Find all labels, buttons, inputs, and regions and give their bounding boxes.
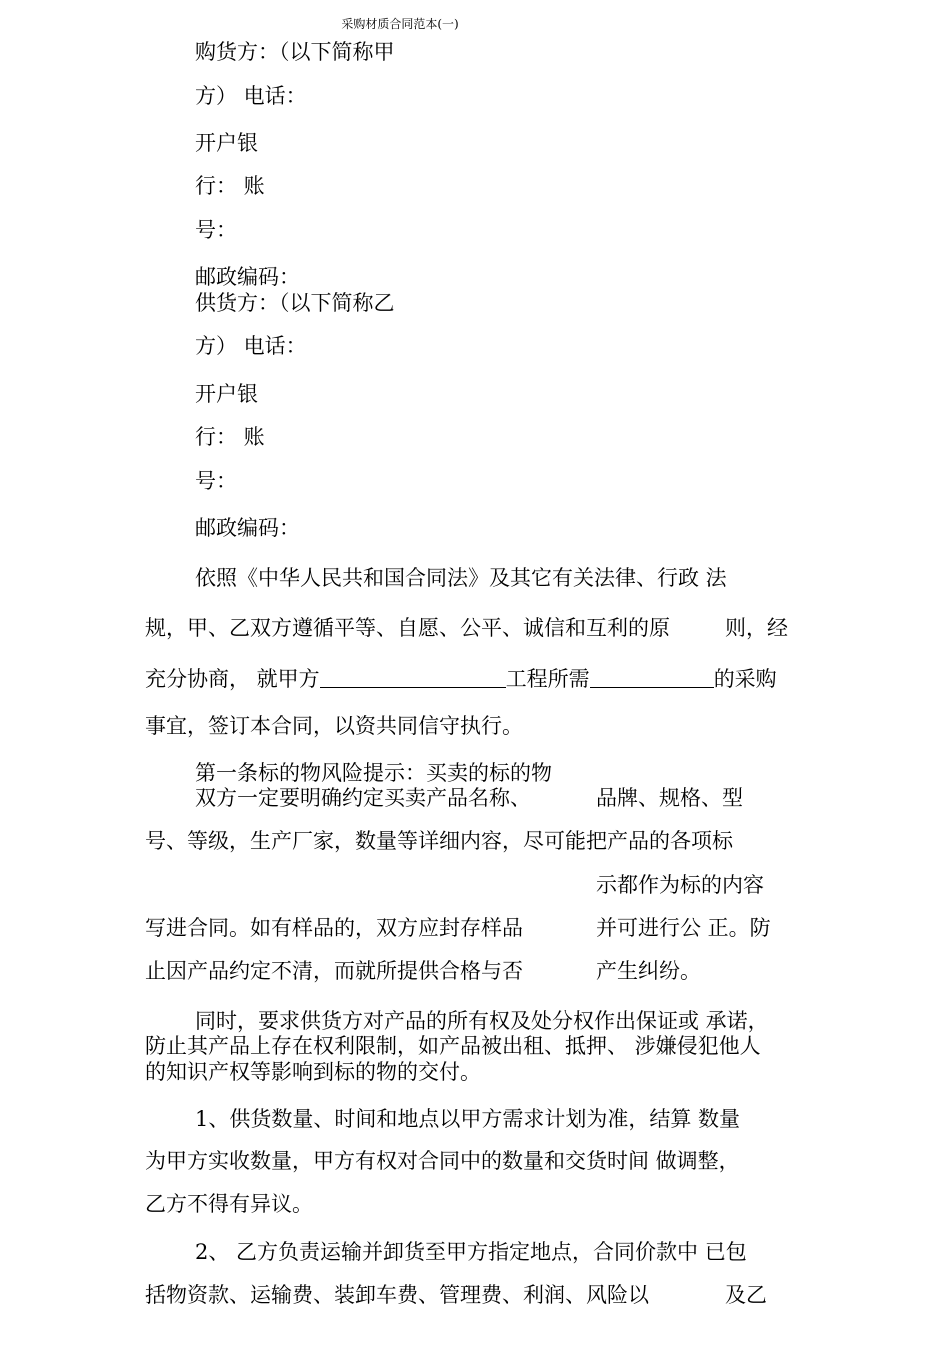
- page-header: 采购材质合同范本(一): [341, 17, 459, 31]
- clause2-line1: 2、 乙方负责运输并卸货至甲方指定地点，合同价款中 已包: [195, 1240, 747, 1264]
- clause1-line3: 乙方不得有异议。: [145, 1192, 313, 1216]
- preamble-line3b: 工程所需: [505, 667, 590, 691]
- seller-bank-line3: 号：: [195, 469, 237, 493]
- project-name-blank: [320, 667, 506, 688]
- seller-bank-line2: 行： 账: [195, 425, 265, 449]
- ownership-line2: 防止其产品上存在权利限制，如产品被出租、抵押、 涉嫌侵犯他人: [145, 1034, 761, 1058]
- clause1-line1: 1、供货数量、时间和地点以甲方需求计划为准，结算 数量: [195, 1107, 741, 1131]
- buyer-postal: 邮政编码：: [195, 265, 300, 289]
- article1-line5a: 止因产品约定不清，而就所提供合格与否: [145, 959, 523, 983]
- preamble-line3: [145, 667, 777, 690]
- material-name-blank: [590, 667, 714, 688]
- preamble-line2a: 规，甲、乙双方遵循平等、自愿、公平、诚信和互利的原: [145, 616, 670, 640]
- buyer-bank-line3: 号：: [195, 218, 237, 242]
- article1-heading: 第一条标的物风险提示：买卖的标的物: [195, 761, 552, 785]
- buyer-bank-line1: 开户银: [195, 131, 258, 155]
- article1-line2: 号、等级，生产厂家，数量等详细内容，尽可能把产品的各项标: [145, 829, 733, 853]
- preamble-line3a: 充分协商， 就甲方: [145, 667, 320, 691]
- article1-line1b: 品牌、规格、型: [596, 786, 743, 810]
- preamble-line2b: 则，经: [725, 616, 788, 640]
- article1-line1a: 双方一定要明确约定买卖产品名称、: [195, 786, 531, 810]
- ownership-line1: 同时，要求供货方对产品的所有权及处分权作出保证或 承诺，: [195, 1009, 769, 1033]
- buyer-bank-line2: 行： 账: [195, 174, 265, 198]
- article1-line4a: 写进合同。如有样品的，双方应封存样品: [145, 916, 523, 940]
- seller-bank-line1: 开户银: [195, 382, 258, 406]
- buyer-name-line2: 方） 电话：: [195, 84, 307, 108]
- clause2-line2a: 括物资款、运输费、装卸车费、管理费、利润、风险以: [145, 1283, 649, 1307]
- preamble-line4: 事宜，签订本合同，以资共同信守执行。: [145, 714, 523, 738]
- preamble-line1: 依照《中华人民共和国合同法》及其它有关法律、行政 法: [195, 566, 727, 590]
- seller-name-line1: 供货方：（以下简称乙: [195, 291, 395, 315]
- ownership-line3: 的知识产权等影响到标的物的交付。: [145, 1060, 481, 1084]
- seller-name-line2: 方） 电话：: [195, 334, 307, 358]
- preamble-line3c: 的采购: [713, 667, 777, 691]
- buyer-name-line1: 购货方：（以下简称甲: [195, 40, 395, 64]
- article1-line4b: 并可进行公 正。防: [596, 916, 771, 940]
- clause1-line2: 为甲方实收数量，甲方有权对合同中的数量和交货时间 做调整，: [145, 1149, 740, 1173]
- article1-line5b: 产生纠纷。: [596, 959, 701, 983]
- seller-postal: 邮政编码：: [195, 516, 300, 540]
- article1-line3: 示都作为标的内容: [596, 873, 764, 897]
- clause2-line2b: 及乙: [725, 1283, 767, 1307]
